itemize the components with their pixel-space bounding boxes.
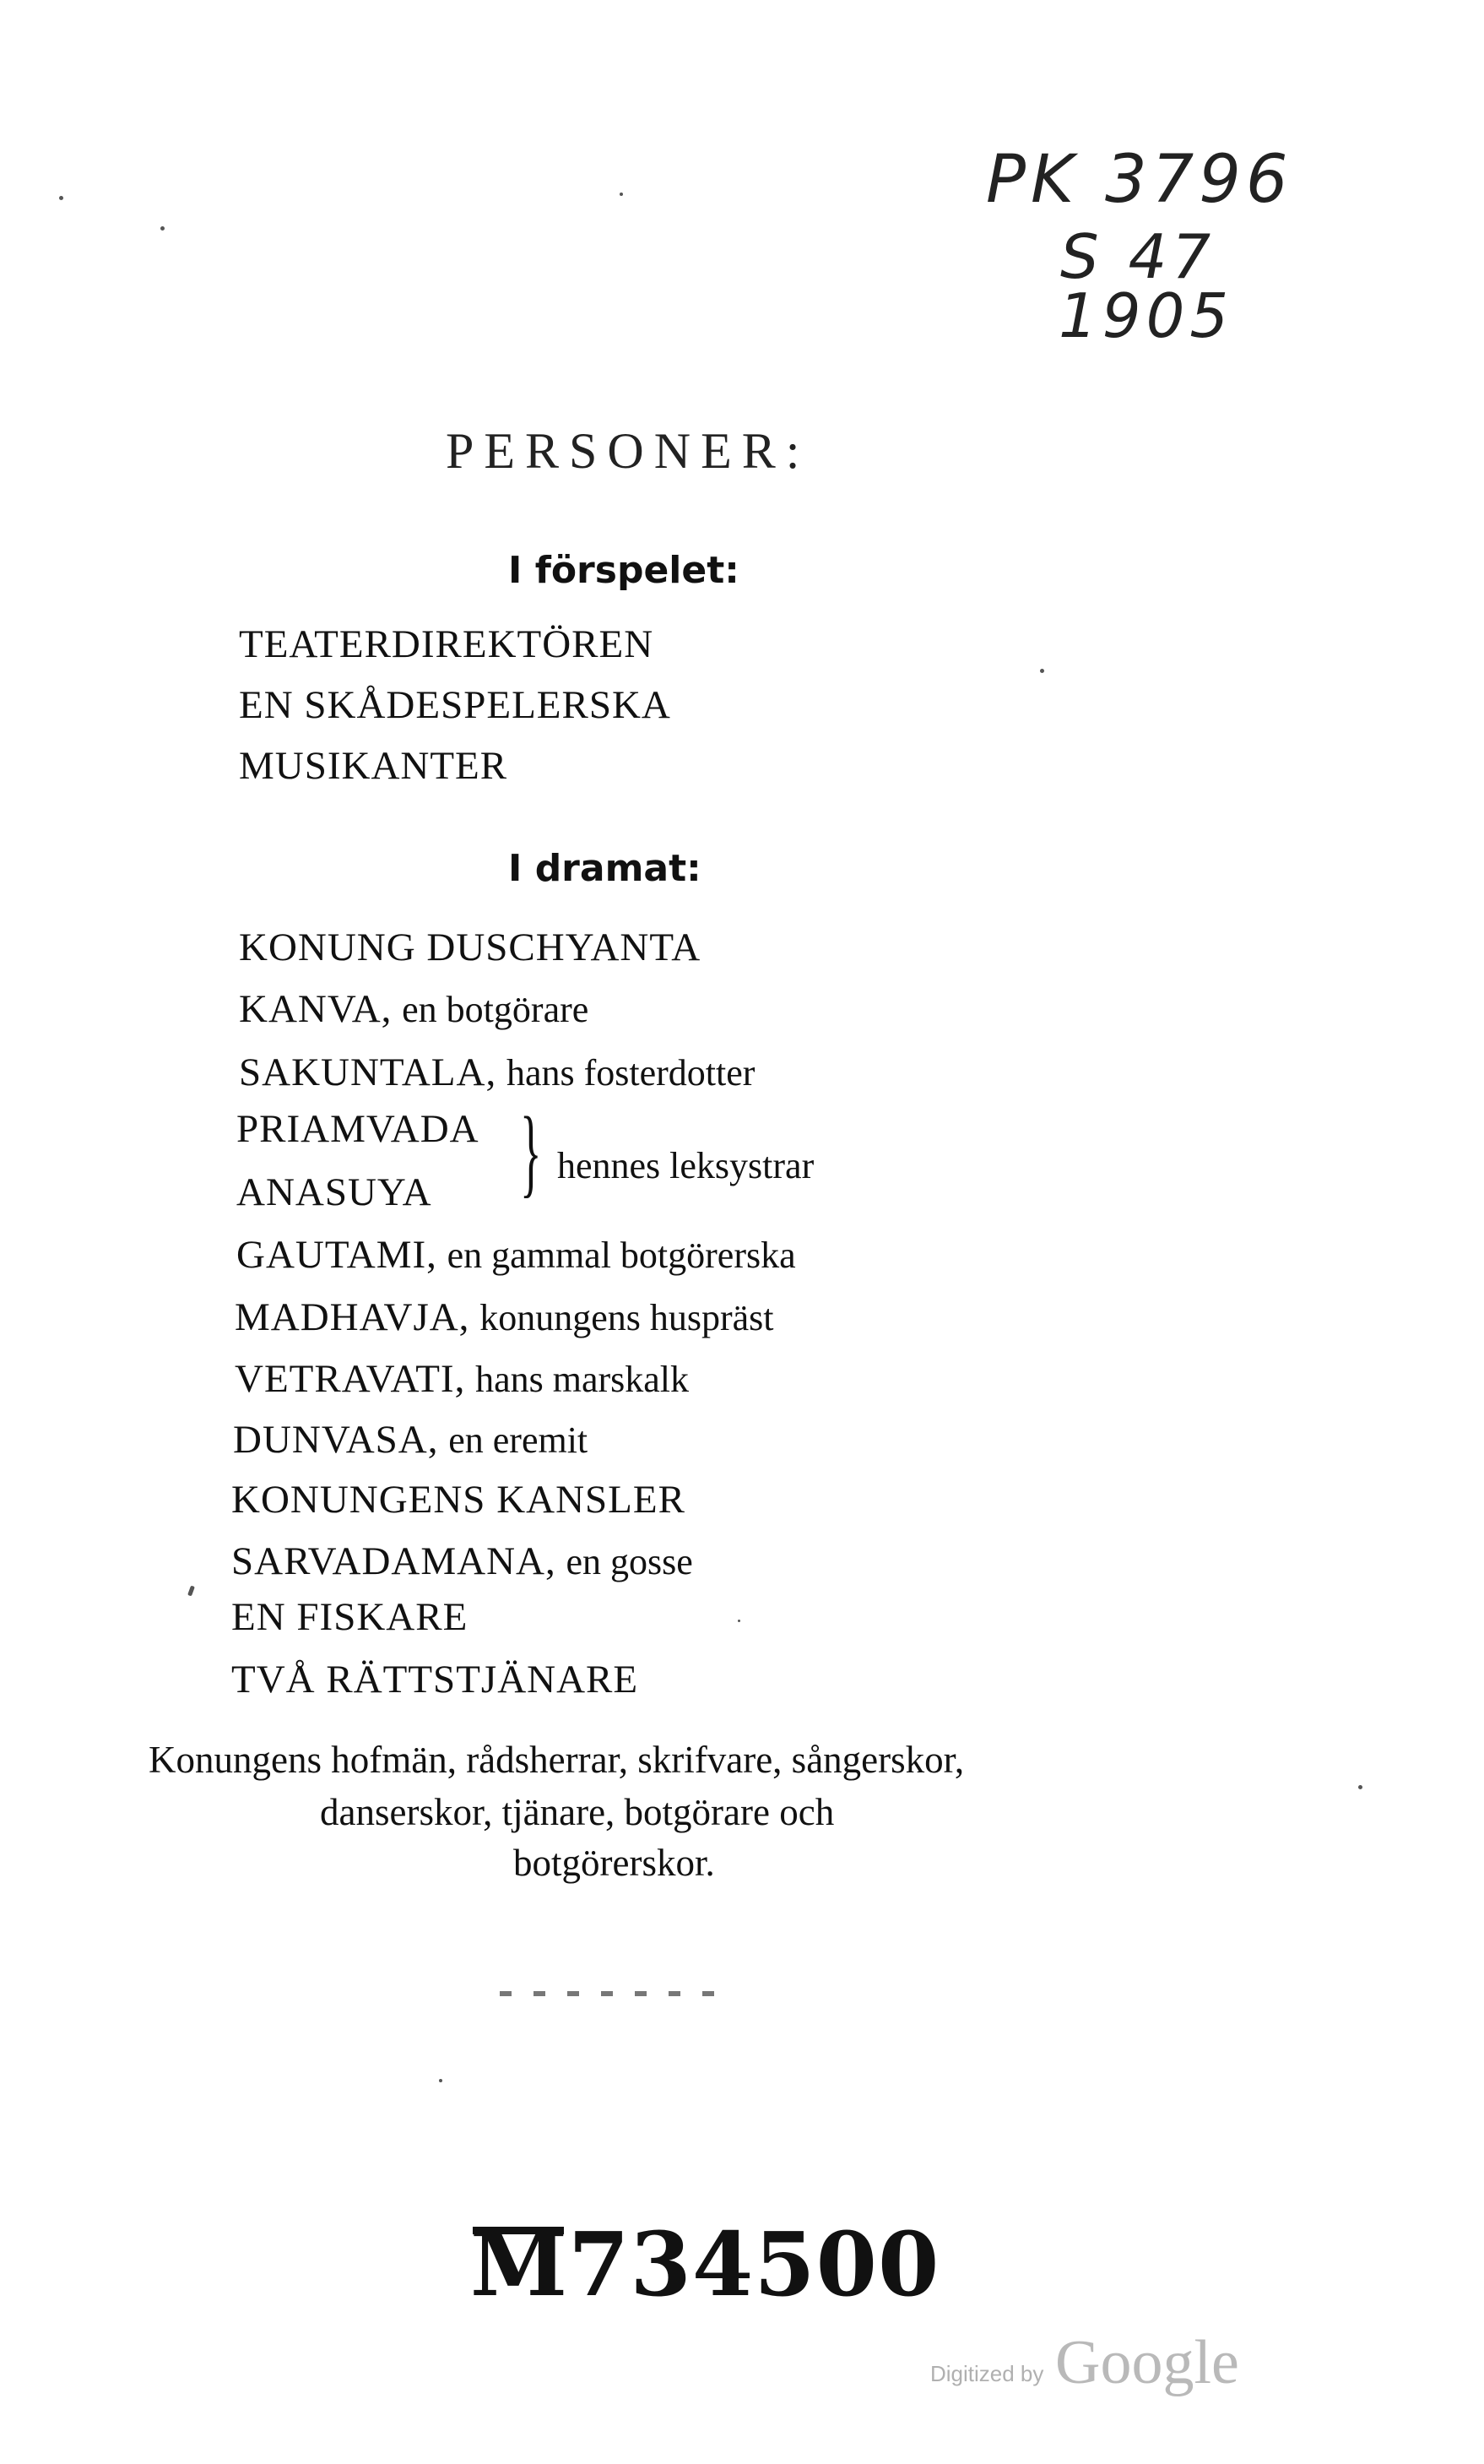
role-dramat-3: SAKUNTALA, hans fosterdotter	[239, 1050, 756, 1094]
footer-line-2: danserskor, tjänare, botgörare och	[320, 1791, 835, 1833]
library-stamp-number: M734500	[470, 2212, 940, 2316]
call-number-line-3: 1905	[1059, 280, 1234, 351]
role-dramat-1: KONUNG DUSCHYANTA	[239, 925, 701, 969]
section-heading-dramat: I dramat:	[508, 847, 701, 890]
role-sister-2: ANASUYA	[236, 1170, 432, 1214]
google-logo: Google	[1055, 2328, 1239, 2397]
brace-symbol: }	[520, 1096, 542, 1207]
role-dramat-8: KONUNGENS KANSLER	[231, 1478, 685, 1522]
section-heading-forspelet: I förspelet:	[508, 549, 739, 592]
role-dramat-11: TVÅ RÄTTSTJÄNARE	[231, 1658, 639, 1701]
role-forspelet-3: MUSIKANTER	[239, 744, 508, 788]
faint-dash-divider	[500, 1991, 736, 1996]
role-dramat-4: GAUTAMI, en gammal botgörerska	[236, 1233, 796, 1277]
scan-speck	[1040, 669, 1044, 673]
footer-line-1: Konungens hofmän, rådsherrar, skrifvare, sångerskor,	[149, 1739, 965, 1781]
scan-speck	[439, 2079, 442, 2082]
scan-speck	[1358, 1785, 1362, 1789]
scan-speck	[59, 196, 63, 200]
footer-line-3: botgörerskor.	[513, 1842, 715, 1884]
role-dramat-9: SARVADAMANA, en gosse	[231, 1539, 693, 1583]
scan-speck	[187, 1586, 195, 1597]
scan-speck	[738, 1620, 740, 1622]
digitized-by-label: Digitized by	[930, 2361, 1044, 2386]
page-title: PERSONER:	[446, 423, 810, 479]
call-number-line-1: PK 3796	[986, 142, 1293, 218]
call-number-line-2: S 47	[1060, 221, 1216, 292]
role-dramat-5: MADHAVJA, konungens huspräst	[235, 1295, 774, 1339]
scan-speck	[620, 193, 623, 196]
role-dramat-7: DUNVASA, en eremit	[233, 1418, 588, 1462]
sisters-description: hennes leksystrar	[557, 1145, 815, 1186]
scan-speck	[160, 226, 165, 231]
role-dramat-6: VETRAVATI, hans marskalk	[235, 1357, 690, 1401]
role-dramat-10: EN FISKARE	[231, 1595, 468, 1639]
role-dramat-2: KANVA, en botgörare	[239, 987, 589, 1031]
role-sister-1: PRIAMVADA	[236, 1107, 479, 1151]
role-forspelet-1: TEATERDIREKTÖREN	[239, 622, 654, 666]
role-forspelet-2: EN SKÅDESPELERSKA	[239, 683, 671, 727]
